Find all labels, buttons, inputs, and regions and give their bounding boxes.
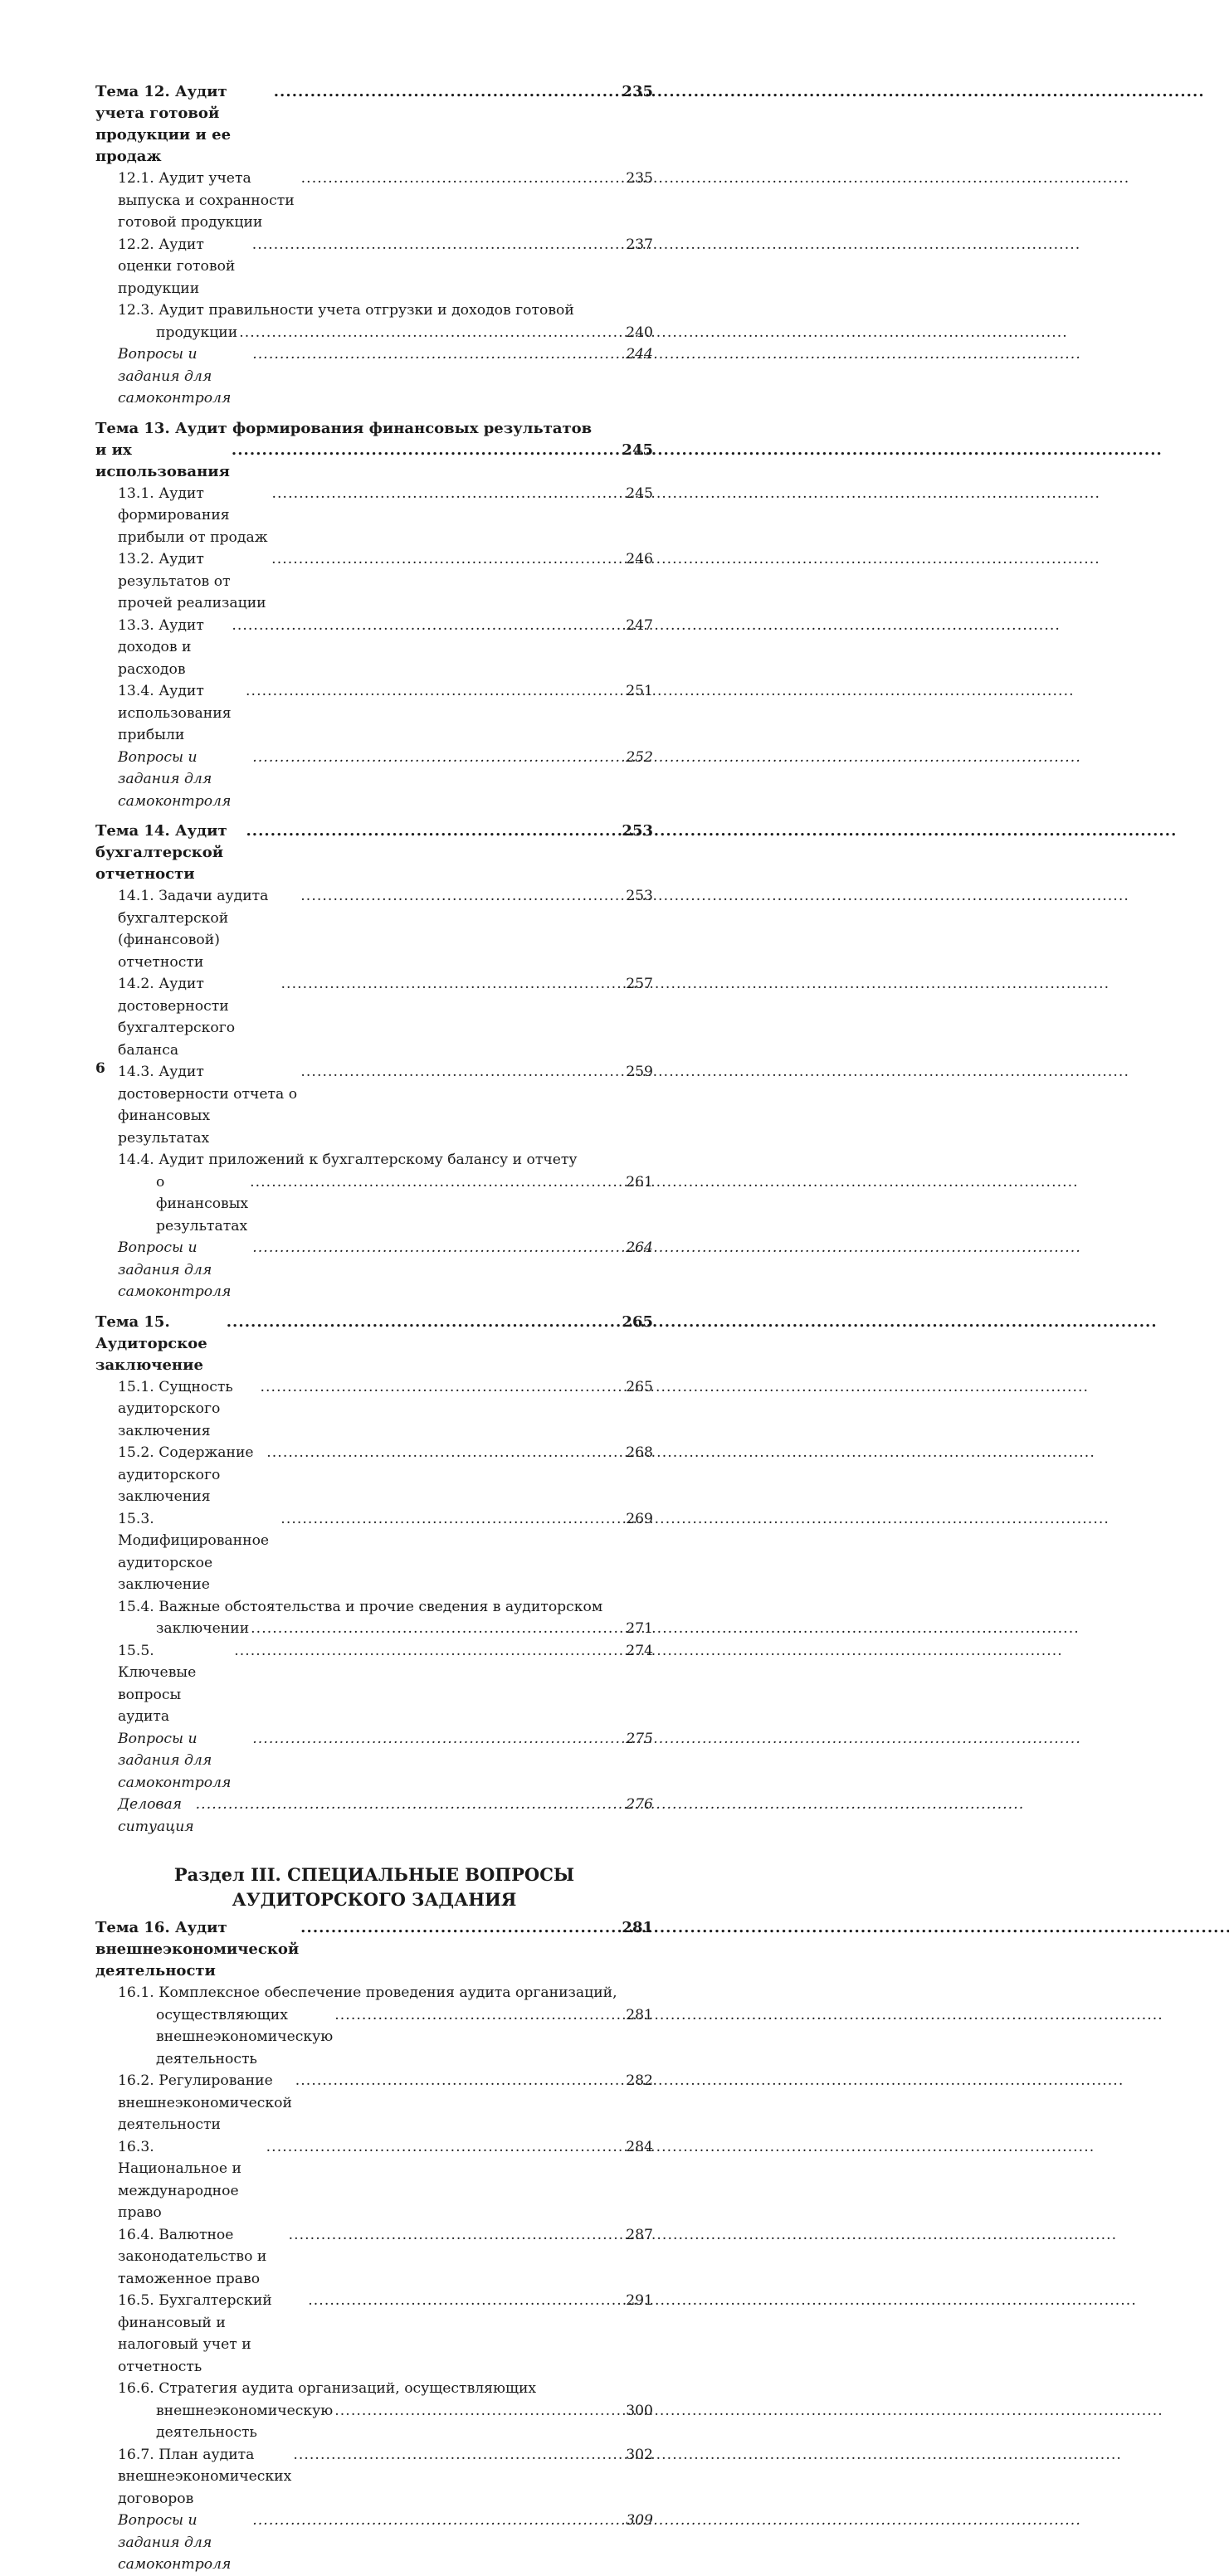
- topic-heading-text: Тема 12. Аудит учета готовой продукции и ее продаж: [95, 83, 232, 165]
- toc-entry-text: 14.2. Аудит достоверности бухгалтерского баланса: [118, 976, 236, 1059]
- dot-leader: [295, 2070, 624, 2092]
- toc-entry-extra-text: Деловая ситуация: [118, 1796, 194, 1835]
- toc-entry-page: 300: [626, 2402, 653, 2419]
- toc-entry: [95, 483, 653, 549]
- toc-entry-extra: [95, 1728, 653, 1794]
- dot-leader: [280, 1508, 624, 1531]
- dot-leader: [266, 2136, 625, 2159]
- toc-entry-extra-text: Вопросы и задания для самоконтроля: [118, 1239, 232, 1300]
- dot-leader: [252, 1237, 624, 1259]
- dot-leader: [308, 2290, 624, 2312]
- toc-entry-page: 274: [626, 1642, 653, 1659]
- toc-entry-page: 284: [626, 2138, 653, 2155]
- toc-entry-line: 15.4. Важные обстоятельства и прочие сведения в аудиторском: [118, 1598, 603, 1615]
- dot-leader: [252, 2510, 624, 2532]
- toc-entry-page: 269: [626, 1510, 653, 1527]
- toc-entry-extra-page: 275: [626, 1730, 653, 1747]
- toc-entry: [95, 168, 653, 234]
- toc-entry: [95, 548, 653, 615]
- toc-entry-line: 16.1. Комплексное обеспечение проведения аудита организаций,: [118, 1984, 617, 2001]
- dot-leader: [252, 234, 625, 256]
- toc-entry-text: 13.4. Аудит использования прибыли: [118, 683, 232, 743]
- dot-leader: [334, 2400, 624, 2423]
- toc-entry-page: 235: [626, 170, 653, 187]
- toc-entry-text: 13.3. Аудит доходов и расходов: [118, 616, 204, 678]
- toc-entry-page: 259: [626, 1064, 653, 1080]
- toc-entry: [95, 2400, 653, 2444]
- toc-entry-page: 240: [626, 324, 653, 341]
- topic-heading-page: 253: [622, 822, 653, 840]
- toc-entry-text: 13.1. Аудит формирования прибыли от продаж: [118, 485, 268, 546]
- dot-leader: [300, 1061, 624, 1083]
- toc-entry-extra: [95, 343, 653, 410]
- toc-entry: [95, 2070, 653, 2136]
- toc-topic: [95, 418, 653, 813]
- toc-entry: [95, 2444, 653, 2510]
- dot-leader: [232, 440, 621, 461]
- toc-entry-page: 247: [626, 616, 653, 634]
- toc-entry-line: 12.3. Аудит правильности учета отгрузки и доходов готовой: [118, 302, 574, 319]
- toc-entry-page: 265: [626, 1378, 653, 1395]
- toc-entry-text: продукции: [156, 324, 238, 341]
- toc-entry-line: 14.4. Аудит приложений к бухгалтерскому балансу и отчету: [118, 1152, 578, 1168]
- toc-entry: [95, 1640, 653, 1728]
- toc-entry-page: 271: [626, 1620, 653, 1637]
- toc-entry-text: 15.1. Сущность аудиторского заключения: [118, 1378, 233, 1439]
- dot-leader: [250, 1171, 624, 1194]
- toc-entry-text: 12.1. Аудит учета выпуска и сохранности готовой продукции: [118, 170, 295, 231]
- toc-entry: [95, 680, 653, 747]
- dot-leader: [293, 2444, 624, 2466]
- topic-heading: [95, 1917, 653, 1982]
- topic-heading-page: 281: [622, 1919, 653, 1936]
- dot-leader: [300, 1917, 620, 1939]
- dot-leader: [251, 1618, 624, 1640]
- toc-entry: [95, 2136, 653, 2224]
- toc-entry-text: 16.2. Регулирование внешнеэкономической деятельности: [118, 2072, 292, 2133]
- toc-entry-text: заключении: [156, 1620, 250, 1637]
- toc-entry-text: 15.2. Содержание аудиторского заключения: [118, 1444, 254, 1505]
- topic-heading-page: 235: [622, 83, 653, 100]
- dot-leader: [260, 1376, 624, 1399]
- toc-entry-page: 261: [626, 1173, 653, 1191]
- toc-entry-extra-text: Вопросы и задания для самоконтроля: [118, 2512, 232, 2573]
- toc-entry: [95, 1376, 653, 1443]
- topic-heading-text: Тема 14. Аудит бухгалтерской отчетности: [95, 822, 227, 883]
- table-of-contents: [95, 81, 653, 2576]
- toc-entry: [95, 2004, 653, 2071]
- toc-entry: [95, 2224, 653, 2291]
- toc-entry: [95, 615, 653, 681]
- toc-entry: [95, 1618, 653, 1640]
- toc-entry-text: 14.1. Задачи аудита бухгалтерской (финансовой) отчетности: [118, 888, 269, 971]
- dot-leader: [239, 322, 624, 344]
- toc-entry: [95, 1442, 653, 1508]
- toc-entry-extra-text: Вопросы и задания для самоконтроля: [118, 748, 232, 810]
- toc-topics-after: [95, 1917, 653, 2576]
- dot-leader: [271, 483, 624, 505]
- topic-heading-page: 265: [622, 1312, 653, 1331]
- toc-entry-page: 268: [626, 1444, 653, 1461]
- toc-entry-line: 16.6. Стратегия аудита организаций, осуществляющих: [118, 2380, 537, 2397]
- dot-leader: [334, 2004, 624, 2027]
- dot-leader: [271, 548, 624, 571]
- topic-heading-page: 245: [622, 441, 653, 459]
- dot-leader: [300, 885, 624, 908]
- toc-entry-page: 287: [626, 2226, 653, 2243]
- topic-heading-text: Тема 15. Аудиторское заключение: [95, 1312, 207, 1374]
- toc-entry-page: 253: [626, 888, 653, 904]
- topic-heading: [95, 1312, 653, 1376]
- toc-entry-text: 14.3. Аудит достоверности отчета о финансовых результатах: [118, 1064, 298, 1147]
- toc-entry-extra-text: Вопросы и задания для самоконтроля: [118, 346, 232, 407]
- toc-entry-extra: [95, 747, 653, 813]
- toc-entry: [95, 885, 653, 973]
- toc-entry-page: 302: [626, 2446, 653, 2463]
- toc-entry-text: 12.2. Аудит оценки готовой продукции: [118, 236, 236, 297]
- toc-entry-text: осуществляющих внешнеэкономическую деятельность: [156, 2006, 334, 2067]
- toc-entry: [95, 1508, 653, 1596]
- dot-leader: [246, 680, 624, 703]
- toc-entry-extra: [95, 1794, 653, 1838]
- toc-entry-extra-page: 252: [626, 748, 653, 766]
- toc-entry-text: 16.3. Национальное и международное право: [118, 2138, 241, 2221]
- toc-topic: [95, 81, 653, 410]
- toc-entry-text: 16.4. Валютное законодательство и таможенное право: [118, 2226, 267, 2287]
- toc-entry-extra-text: Вопросы и задания для самоконтроля: [118, 1730, 232, 1791]
- toc-entry: [95, 973, 653, 1061]
- toc-entry-extra-page: 276: [626, 1796, 653, 1813]
- toc-entry-extra: [95, 2510, 653, 2576]
- toc-entry-page: 245: [626, 485, 653, 502]
- topic-heading: [95, 440, 653, 483]
- toc-entry-page: 257: [626, 976, 653, 992]
- dot-leader: [252, 343, 624, 366]
- dot-leader: [266, 1442, 624, 1464]
- toc-entry-extra: [95, 1237, 653, 1303]
- dot-leader: [234, 1640, 624, 1663]
- toc-entry: [95, 2290, 653, 2378]
- dot-leader: [281, 973, 625, 996]
- dot-leader: [274, 81, 621, 103]
- dot-leader: [232, 615, 624, 637]
- section-title: Раздел III. СПЕЦИАЛЬНЫЕ ВОПРОСЫ АУДИТОРСКОГО ЗАДАНИЯ: [173, 1864, 575, 1910]
- dot-leader: [252, 747, 624, 769]
- dot-leader: [289, 2224, 625, 2247]
- toc-entry-page: 246: [626, 551, 653, 567]
- toc-entry-text: 16.7. План аудита внешнеэкономических договоров: [118, 2446, 292, 2507]
- toc-entry: [95, 322, 653, 344]
- toc-entry-extra-page: 309: [626, 2512, 653, 2529]
- toc-entry-page: 291: [626, 2292, 653, 2309]
- toc-topic: [95, 1917, 653, 2576]
- topic-heading: [95, 81, 653, 168]
- dot-leader: [196, 1794, 625, 1816]
- toc-entry-page: 237: [626, 236, 653, 253]
- toc-entry-text: внешнеэкономическую деятельность: [156, 2402, 334, 2441]
- toc-entry-page: 282: [626, 2072, 653, 2089]
- topic-heading-line: Тема 13. Аудит формирования финансовых результатов: [95, 419, 593, 437]
- toc-topic: [95, 1312, 653, 1838]
- toc-entry-page: 251: [626, 683, 653, 699]
- toc-entry-text: 15.3. Модифицированное аудиторское заключение: [118, 1510, 270, 1593]
- toc-entry: [95, 1061, 653, 1149]
- toc-topic: [95, 821, 653, 1303]
- toc-entry-text: 15.5. Ключевые вопросы аудита: [118, 1642, 197, 1725]
- dot-leader: [301, 168, 625, 190]
- toc-entry-extra-page: 264: [626, 1239, 653, 1256]
- topic-heading-text: Тема 16. Аудит внешнеэкономической деятельности: [95, 1919, 300, 1979]
- toc-entry-extra-page: 244: [626, 346, 653, 363]
- dot-leader: [252, 1728, 624, 1751]
- topic-heading: [95, 821, 653, 885]
- page-number: 6: [95, 1060, 105, 1077]
- dot-leader: [246, 821, 620, 842]
- dot-leader: [227, 1312, 621, 1333]
- toc-entry-text: 13.2. Аудит результатов от прочей реализации: [118, 551, 266, 611]
- toc-entry-page: 281: [626, 2006, 653, 2023]
- toc-entry-text: 16.5. Бухгалтерский финансовый и налоговый учет и отчетность: [118, 2292, 272, 2375]
- toc-entry: [95, 1171, 653, 1238]
- topic-heading-text: и их использования: [95, 441, 230, 480]
- toc-entry-text: о финансовых результатах: [156, 1173, 249, 1234]
- toc-topics-before: [95, 81, 653, 1838]
- toc-entry: [95, 234, 653, 300]
